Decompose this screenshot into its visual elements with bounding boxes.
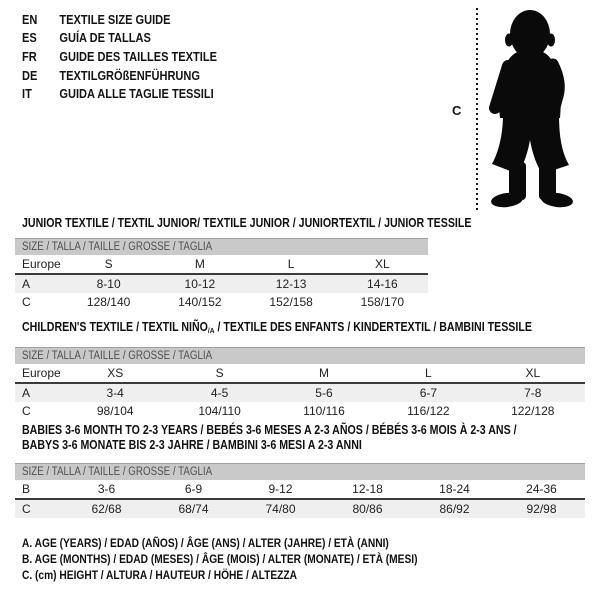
- size-cell: 152/158: [269, 295, 313, 309]
- size-cell: 14-16: [337, 274, 428, 293]
- row-label-cell: B: [15, 480, 63, 499]
- title-line: BABYS 3-6 MONATE BIS 2-3 JAHRE / BAMBINI 3-6 MESI A 2-3 ANNI: [22, 438, 362, 452]
- table-row: [15, 274, 428, 293]
- size-header-row: [15, 464, 585, 481]
- footnote: A. AGE (YEARS) / EDAD (AÑOS) / ÂGE (ANS) / ALTER (JAHRE) / ETÀ (ANNI): [22, 536, 389, 550]
- size-cell: 3-4: [63, 383, 167, 402]
- size-cell: 158/170: [360, 295, 405, 309]
- table-row: [15, 255, 428, 274]
- language-row: [22, 47, 217, 66]
- row-label-cell: A: [15, 383, 63, 402]
- table-row: [15, 293, 428, 311]
- size-header-row: [15, 348, 585, 365]
- row-label-cell: Europe: [15, 364, 63, 383]
- row-label-cell: C: [22, 295, 31, 309]
- size-cell: 62/68: [63, 499, 150, 518]
- title-text: CHILDREN'S TEXTILE / TEXTIL NIÑO: [22, 320, 208, 334]
- size-cell: M: [154, 255, 245, 274]
- children-table-title: [22, 320, 532, 335]
- size-cell: 92/98: [498, 499, 585, 518]
- row-label-cell: C: [22, 404, 31, 418]
- size-cell: M: [272, 364, 376, 383]
- size-cell: 12-13: [246, 274, 337, 293]
- size-cell: 4-5: [167, 383, 271, 402]
- title-line: BABIES 3-6 MONTH TO 2-3 YEARS / BEBÉS 3-6 MESES A 2-3 AÑOS / BÉBÉS 3-6 MOIS À 2-3 ANS /: [22, 423, 517, 437]
- children-size-table: [15, 347, 585, 420]
- language-label: GUIDA ALLE TAGLIE TESSILI: [59, 86, 214, 102]
- junior-table-title: JUNIOR TEXTILE / TEXTIL JUNIOR/ TEXTILE JUNIOR / JUNIORTEXTIL / JUNIOR TESSILE: [22, 216, 472, 230]
- babies-size-table: [15, 463, 585, 518]
- language-row: [22, 10, 217, 29]
- row-label-cell: Europe: [15, 255, 63, 274]
- footnote: B. AGE (MONTHS) / EDAD (MESES) / ÂGE (MOIS) / ALTER (MONATE) / ETÀ (MESI): [22, 552, 418, 566]
- size-cell: 122/128: [511, 404, 555, 418]
- table-row: [15, 402, 585, 420]
- size-cell: 5-6: [272, 383, 376, 402]
- junior-size-table: [15, 238, 428, 311]
- language-list: [22, 10, 251, 103]
- size-cell: 140/152: [178, 295, 222, 309]
- language-row: [22, 84, 217, 103]
- language-code: ES: [22, 30, 37, 46]
- language-code: FR: [22, 48, 37, 64]
- size-header-label: SIZE / TALLA / TAILLE / GRÖSSE / TAGLIA: [22, 350, 213, 362]
- size-cell: L: [246, 255, 337, 274]
- size-cell: XL: [337, 255, 428, 274]
- size-cell: L: [376, 364, 480, 383]
- table-row: [15, 480, 585, 499]
- height-measure-label: C: [452, 103, 462, 118]
- language-code: EN: [22, 11, 38, 27]
- size-cell: S: [167, 364, 271, 383]
- language-label: GUIDE DES TAILLES TEXTILE: [59, 48, 217, 64]
- title-text: / TEXTILE DES ENFANTS / KINDERTEXTIL / BAMBINI TESSILE: [214, 320, 532, 334]
- size-cell: 74/80: [237, 499, 324, 518]
- size-cell: 68/74: [150, 499, 237, 518]
- size-cell: 6-9: [150, 480, 237, 499]
- row-label-cell: A: [15, 274, 63, 293]
- babies-table-title: [22, 423, 600, 453]
- size-cell: 9-12: [237, 480, 324, 499]
- size-cell: XL: [481, 364, 585, 383]
- size-cell: 104/110: [198, 404, 241, 418]
- language-label: TEXTILGRÖßENFÜHRUNG: [59, 67, 200, 83]
- language-row: [22, 29, 217, 48]
- size-cell: 7-8: [481, 383, 585, 402]
- size-cell: 18-24: [411, 480, 498, 499]
- table-row: [15, 499, 585, 518]
- size-cell: XS: [63, 364, 167, 383]
- title-subscript: /A: [207, 326, 215, 335]
- size-cell: 24-36: [498, 480, 585, 499]
- table-row: [15, 383, 585, 402]
- size-cell: 98/104: [96, 404, 134, 418]
- language-code: DE: [22, 67, 38, 83]
- language-row: [22, 66, 217, 85]
- size-header-row: [15, 239, 428, 256]
- height-dotted-line: [476, 8, 478, 210]
- language-label: GUÍA DE TALLAS: [59, 30, 151, 46]
- size-cell: 10-12: [154, 274, 245, 293]
- size-cell: 6-7: [376, 383, 480, 402]
- size-cell: 80/86: [324, 499, 411, 518]
- baby-silhouette-icon: [483, 4, 596, 210]
- table-row: [15, 364, 585, 383]
- footnote: C. (cm) HEIGHT / ALTURA / HAUTEUR / HÖHE / ALTEZZA: [22, 568, 298, 582]
- row-label-cell: C: [15, 499, 63, 518]
- size-header-label: SIZE / TALLA / TAILLE / GRÖSSE / TAGLIA: [22, 241, 213, 253]
- footnotes: [22, 536, 487, 584]
- language-code: IT: [22, 86, 32, 102]
- size-header-label: SIZE / TALLA / TAILLE / GRÖSSE / TAGLIA: [22, 466, 213, 478]
- size-cell: 128/140: [86, 295, 131, 309]
- size-cell: 12-18: [324, 480, 411, 499]
- size-cell: 3-6: [63, 480, 150, 499]
- size-cell: 116/122: [407, 404, 450, 418]
- size-cell: 86/92: [411, 499, 498, 518]
- size-cell: 110/116: [303, 404, 345, 418]
- language-label: TEXTILE SIZE GUIDE: [59, 11, 171, 27]
- size-cell: 8-10: [63, 274, 154, 293]
- size-cell: S: [63, 255, 154, 274]
